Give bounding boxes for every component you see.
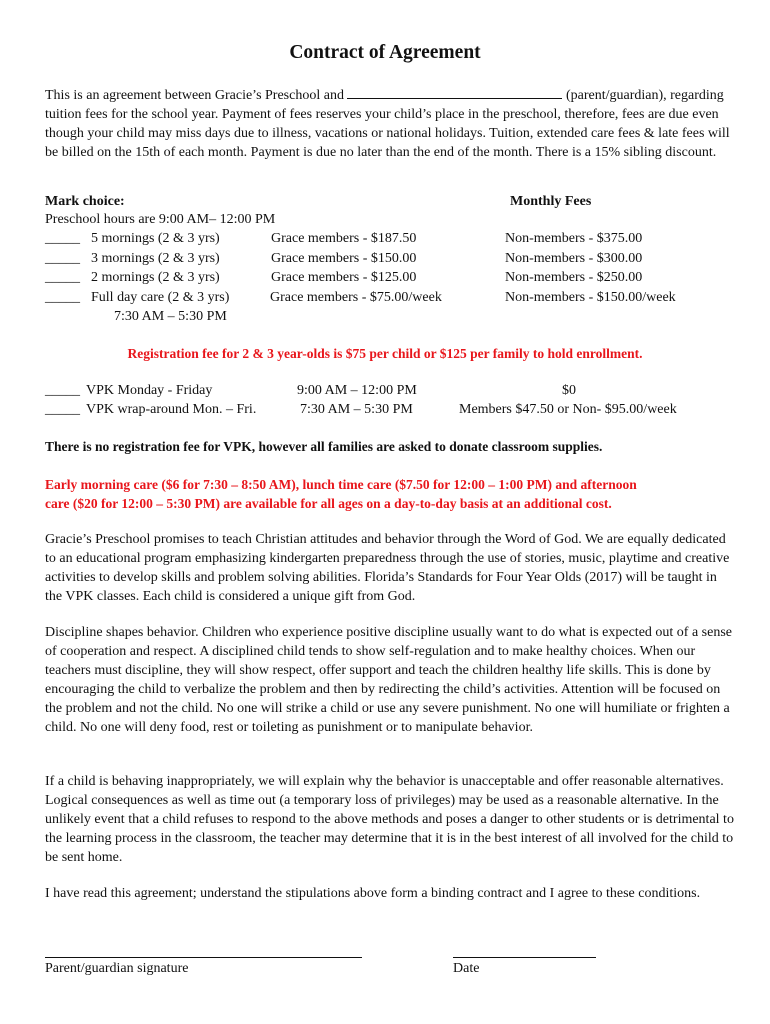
date-line[interactable] [453, 957, 596, 958]
registration-notice: Registration fee for 2 & 3 year-olds is $75 per child or $125 per family to hold enrollment. [127, 346, 643, 361]
choice-blank[interactable]: _____ [45, 383, 80, 398]
behavior-paragraph: If a child is behaving inappropriately, we will explain why the behavior is unacceptable and offer reasonable alternatives. Logical consequences as well as time out (a temporary loss of privileges) may be used as a reasonable alternative. In the unlikely event that a child refuses to respond to the above methods and poses a danger to other students or is detrimental to the learning process in the classroom, the teacher may determine that it is in the best interest of all involved for the child to be sent home. [45, 774, 734, 865]
vpk-option: VPK wrap-around Mon. – Fri. [86, 402, 257, 417]
intro-text-start: This is an agreement between Gracie’s Preschool and [45, 88, 344, 103]
page-title: Contract of Agreement [289, 42, 481, 63]
mark-choice-heading: Mark choice: [45, 194, 125, 209]
promise-paragraph: Gracie’s Preschool promises to teach Christian attitudes and behavior through the Word of God. We are equally dedicated to an educational program emphasizing kindergarten preparedness through the use of stories, music, playtime and creative activities to develop skills and problem solving abilities. Florida’s Standards for Four Year Olds (2017) will be taught in the VPK classes. Each child is considered a unique gift from God. [45, 532, 730, 604]
acknowledgement-paragraph: I have read this agreement; understand the stipulations above form a binding contract and I agree to these conditions. [45, 886, 701, 901]
signature-line[interactable] [45, 957, 362, 958]
member-fee: Grace members - $75.00/week [270, 290, 442, 305]
discipline-paragraph: Discipline shapes behavior. Children who experience positive discipline usually want to do what is expected out of a sense of cooperation and respect. A disciplined child tends to show self-regulation and to make healthy choices. When our teachers must discipline, they will show respect, offer support and teach the children healthy life skills. This is done by encouraging the child to verbalize the problem and then by redirecting the child’s activities. Attention will be focused on the problem and not the child. No one will strike a child or use any severe punishment. No one will humiliate or frighten a child. No one will deny food, rest or toileting as punishment or to manipulate behavior. [45, 625, 732, 735]
fee-option: 5 mornings (2 & 3 yrs) [91, 231, 220, 246]
fee-option: 3 mornings (2 & 3 yrs) [91, 251, 220, 266]
intro-text-after-blank: (parent/guardian), [565, 88, 667, 103]
extended-care-line-1: Early morning care ($6 for 7:30 – 8:50 AM), lunch time care ($7.50 for 12:00 – 1:00 PM) and afternoon [45, 477, 637, 492]
extended-care-line-2: care ($20 for 12:00 – 5:30 PM) are available for all ages on a day-to-day basis at an additional cost. [45, 496, 612, 511]
member-fee: Grace members - $187.50 [271, 231, 417, 246]
fee-option: Full day care (2 & 3 yrs) [91, 290, 230, 305]
vpk-option: VPK Monday - Friday [86, 383, 213, 398]
member-fee: Grace members - $150.00 [271, 251, 417, 266]
vpk-hours: 9:00 AM – 12:00 PM [297, 383, 417, 398]
nonmember-fee: Non-members - $300.00 [505, 251, 643, 266]
nonmember-fee: Non-members - $150.00/week [505, 290, 676, 305]
vpk-hours: 7:30 AM – 5:30 PM [300, 402, 413, 417]
preschool-hours: Preschool hours are 9:00 AM– 12:00 PM [45, 212, 276, 227]
vpk-fee: $0 [562, 383, 576, 398]
signature-label: Parent/guardian signature [45, 961, 189, 976]
fee-option: 2 mornings (2 & 3 yrs) [91, 270, 220, 285]
choice-blank[interactable]: _____ [45, 402, 80, 417]
full-day-hours: 7:30 AM – 5:30 PM [114, 309, 227, 324]
date-label: Date [453, 961, 480, 976]
intro-paragraph [45, 86, 735, 162]
choice-blank[interactable]: _____ [45, 251, 80, 266]
vpk-fee: Members $47.50 or Non- $95.00/week [459, 402, 677, 417]
member-fee: Grace members - $125.00 [271, 270, 417, 285]
nonmember-fee: Non-members - $375.00 [505, 231, 643, 246]
vpk-notice: There is no registration fee for VPK, however all families are asked to donate classroom supplies. [45, 439, 603, 454]
nonmember-fee: Non-members - $250.00 [505, 270, 643, 285]
intro-text-rest: regarding tuition fees for the school year. Payment of fees reserves your child’s place in the preschool, therefore, fees are due even though your child may miss days due to illness, vacations or national holidays. Tuition, extended care fees & late fees will be billed on the 15th of each month. Payment is due no later than the end of the month. There is a 15% sibling discount. [45, 88, 730, 160]
parent-name-blank[interactable] [347, 86, 562, 99]
choice-blank[interactable]: _____ [45, 231, 80, 246]
choice-blank[interactable]: _____ [45, 270, 80, 285]
monthly-fees-heading: Monthly Fees [510, 194, 592, 209]
choice-blank[interactable]: _____ [45, 290, 80, 305]
